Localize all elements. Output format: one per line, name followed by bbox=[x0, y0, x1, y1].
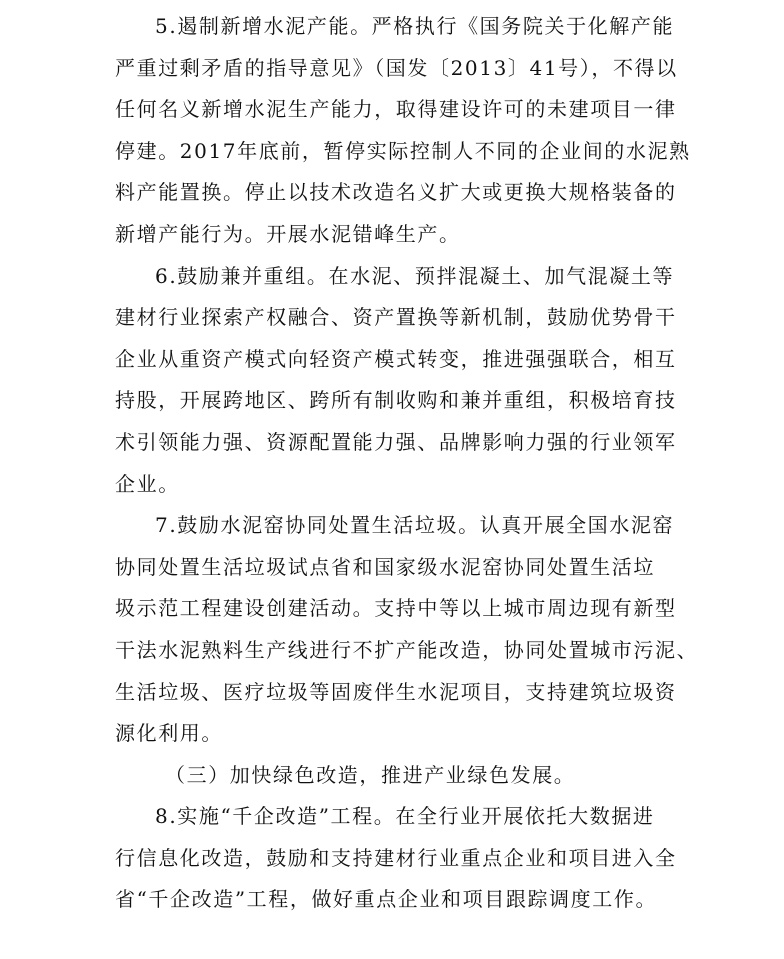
section-heading-3: （三）加快绿色改造，推进产业绿色发展。 bbox=[165, 762, 576, 787]
paragraph-5-line-6: 新增产能行为。开展水泥错峰生产。 bbox=[115, 221, 461, 246]
paragraph-5-line-5: 料产能置换。停止以技术改造名义扩大或更换大规格装备的 bbox=[115, 180, 677, 205]
paragraph-7-line-4: 干法水泥熟料生产线进行不扩产能改造，协同处置城市污泥、 bbox=[115, 637, 699, 662]
paragraph-7-line-1: 7.鼓励水泥窑协同处置生活垃圾。认真开展全国水泥窑 bbox=[155, 513, 675, 538]
paragraph-5-line-3: 任何名义新增水泥生产能力，取得建设许可的未建项目一律 bbox=[115, 97, 677, 122]
paragraph-6-line-5: 术引领能力强、资源配置能力强、品牌影响力强的行业领军 bbox=[115, 429, 677, 454]
paragraph-5-line-2: 严重过剩矛盾的指导意见》（国发〔2013〕41号），不得以 bbox=[115, 55, 678, 80]
paragraph-6-line-6: 企业。 bbox=[115, 471, 180, 496]
paragraph-8-line-3: 省“千企改造”工程，做好重点企业和项目跟踪调度工作。 bbox=[115, 887, 658, 912]
paragraph-8-line-2: 行信息化改造，鼓励和支持建材行业重点企业和项目进入全 bbox=[115, 845, 677, 870]
document-body bbox=[115, 6, 699, 921]
paragraph-5-line-4: 停建。2017年底前，暂停实际控制人不同的企业间的水泥熟 bbox=[115, 138, 691, 163]
paragraph-7-line-5: 生活垃圾、医疗垃圾等固废伴生水泥项目，支持建筑垃圾资 bbox=[115, 679, 677, 704]
paragraph-6-line-4: 持股，开展跨地区、跨所有制收购和兼并重组，积极培育技 bbox=[115, 388, 677, 413]
paragraph-7-line-3: 圾示范工程建设创建活动。支持中等以上城市周边现有新型 bbox=[115, 596, 677, 621]
paragraph-5-line-1: 5.遏制新增水泥产能。严格执行《国务院关于化解产能 bbox=[155, 14, 675, 38]
paragraph-7-line-6: 源化利用。 bbox=[115, 721, 223, 746]
paragraph-6-line-2: 建材行业探索产权融合、资产置换等新机制，鼓励优势骨干 bbox=[115, 305, 677, 330]
paragraph-6-line-1: 6.鼓励兼并重组。在水泥、预拌混凝土、加气混凝土等 bbox=[155, 263, 675, 288]
paragraph-7-line-2: 协同处置生活垃圾试点省和国家级水泥窑协同处置生活垃 bbox=[115, 554, 655, 579]
paragraph-6-line-3: 企业从重资产模式向轻资产模式转变，推进强强联合，相互 bbox=[115, 346, 677, 371]
paragraph-8-line-1: 8.实施“千企改造”工程。在全行业开展依托大数据进 bbox=[155, 804, 655, 829]
